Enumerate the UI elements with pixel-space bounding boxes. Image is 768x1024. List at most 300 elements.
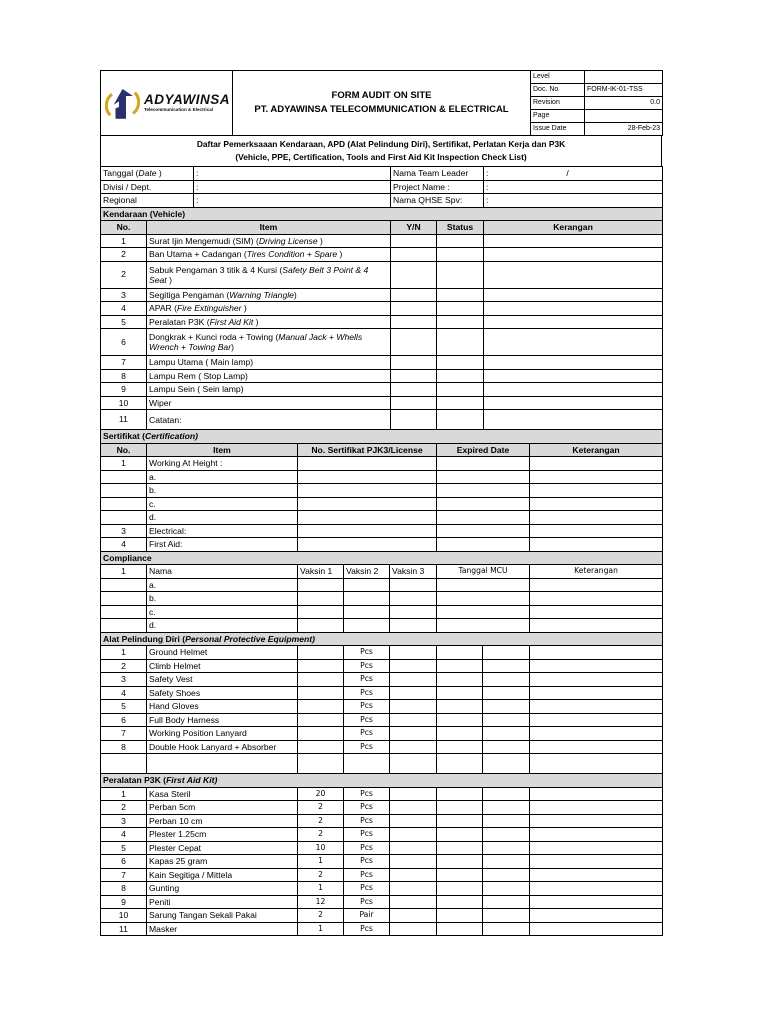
- row-no: 3: [101, 288, 147, 302]
- unit-cell: Pcs: [344, 740, 390, 754]
- expired-cell[interactable]: [437, 484, 530, 498]
- table-row: [101, 787, 663, 801]
- check-cell[interactable]: [483, 855, 530, 869]
- meta-label: Doc. No: [531, 84, 585, 97]
- check-cell[interactable]: [390, 922, 437, 936]
- cert-number-cell[interactable]: [298, 470, 437, 484]
- check-cell[interactable]: [483, 868, 530, 882]
- check-cell[interactable]: [437, 895, 483, 909]
- subtitle-line2: (Vehicle, PPE, Certification, Tools and First Aid Kit Inspection Check List): [235, 152, 527, 162]
- check-cell[interactable]: [437, 855, 483, 869]
- row-item: Lampu Rem ( Stop Lamp): [147, 369, 391, 383]
- yn-cell[interactable]: [391, 288, 437, 302]
- remarks-cell[interactable]: [530, 497, 663, 511]
- row-item: Plester Cepat: [147, 841, 298, 855]
- check-cell[interactable]: [530, 659, 663, 673]
- remarks-cell[interactable]: [484, 396, 663, 410]
- form-header: [100, 70, 663, 136]
- check-cell[interactable]: [483, 740, 530, 754]
- unit-cell: Pcs: [344, 814, 390, 828]
- row-no: 1: [101, 457, 147, 471]
- yn-cell[interactable]: [391, 383, 437, 397]
- check-cell[interactable]: [437, 868, 483, 882]
- row-item: Climb Helmet: [147, 659, 298, 673]
- regional-field[interactable]: :: [194, 194, 391, 208]
- check-cell[interactable]: [437, 814, 483, 828]
- compliance-cell[interactable]: [344, 578, 390, 592]
- qty-cell: 2: [298, 868, 344, 882]
- yn-cell[interactable]: [391, 315, 437, 329]
- status-cell[interactable]: [437, 369, 484, 383]
- unit-cell: Pcs: [344, 673, 390, 687]
- table-row: [101, 538, 663, 552]
- table-row: [101, 868, 663, 882]
- cert-number-cell[interactable]: [298, 484, 437, 498]
- vehicle-section: [100, 207, 663, 431]
- check-cell[interactable]: [390, 659, 437, 673]
- check-cell[interactable]: [437, 673, 483, 687]
- remarks-cell[interactable]: [530, 538, 663, 552]
- meta-label: Level: [531, 71, 585, 84]
- unit-cell: Pair: [344, 909, 390, 923]
- compliance-cell[interactable]: [437, 592, 530, 606]
- status-cell[interactable]: [437, 261, 484, 288]
- compliance-cell[interactable]: [298, 619, 344, 633]
- table-row: [101, 882, 663, 896]
- check-cell[interactable]: [530, 868, 663, 882]
- yn-cell[interactable]: [391, 369, 437, 383]
- check-cell[interactable]: [530, 922, 663, 936]
- unit-cell: Pcs: [344, 855, 390, 869]
- remarks-cell[interactable]: [484, 261, 663, 288]
- check-cell[interactable]: [530, 895, 663, 909]
- check-cell[interactable]: [530, 700, 663, 714]
- check-cell[interactable]: [437, 909, 483, 923]
- check-cell[interactable]: [390, 686, 437, 700]
- col-remarks: Keterangan: [530, 443, 663, 457]
- status-cell[interactable]: [437, 329, 484, 356]
- yn-cell[interactable]: [391, 410, 437, 430]
- unit-cell: Pcs: [344, 700, 390, 714]
- expired-cell[interactable]: [437, 497, 530, 511]
- form-title-line1: FORM AUDIT ON SITE: [331, 90, 432, 101]
- remarks-cell[interactable]: [484, 248, 663, 262]
- tanggal-field[interactable]: :: [194, 167, 391, 181]
- qty-cell: 2: [298, 814, 344, 828]
- remarks-cell[interactable]: [484, 234, 663, 248]
- check-cell[interactable]: [390, 700, 437, 714]
- qty-cell[interactable]: [298, 686, 344, 700]
- unit-cell: Pcs: [344, 727, 390, 741]
- compliance-cell[interactable]: [390, 578, 437, 592]
- table-row: [101, 700, 663, 714]
- row-item: b.: [147, 484, 298, 498]
- row-item: c.: [147, 605, 298, 619]
- check-cell[interactable]: [390, 787, 437, 801]
- row-no: 6: [101, 329, 147, 356]
- check-cell[interactable]: [390, 740, 437, 754]
- row-no: 1: [101, 787, 147, 801]
- table-row: [101, 288, 663, 302]
- check-cell[interactable]: [390, 646, 437, 660]
- remarks-cell[interactable]: [484, 329, 663, 356]
- expired-cell[interactable]: [437, 457, 530, 471]
- expired-cell[interactable]: [437, 524, 530, 538]
- check-cell[interactable]: [390, 895, 437, 909]
- status-cell[interactable]: [437, 315, 484, 329]
- qty-cell: 1: [298, 882, 344, 896]
- row-no: 4: [101, 302, 147, 316]
- remarks-cell[interactable]: [484, 288, 663, 302]
- compliance-cell[interactable]: [390, 592, 437, 606]
- meta-value-revision[interactable]: 0.0: [585, 97, 663, 110]
- unit-cell: Pcs: [344, 801, 390, 815]
- qty-cell[interactable]: [298, 700, 344, 714]
- check-cell[interactable]: [483, 882, 530, 896]
- col-status: Status: [437, 221, 484, 235]
- check-cell[interactable]: [530, 909, 663, 923]
- table-row: [101, 470, 663, 484]
- qty-cell[interactable]: [298, 659, 344, 673]
- table-row: [101, 369, 663, 383]
- row-item: Safety Vest: [147, 673, 298, 687]
- logo-text: ADYAWINSA: [143, 92, 230, 107]
- qhse-label: Nama QHSE Spv:: [391, 194, 484, 208]
- qty-cell[interactable]: [298, 673, 344, 687]
- unit-cell: Pcs: [344, 646, 390, 660]
- check-cell[interactable]: [390, 801, 437, 815]
- info-section: [100, 166, 663, 208]
- form-subtitle: [100, 135, 662, 167]
- yn-cell[interactable]: [391, 356, 437, 370]
- unit-cell: Pcs: [344, 922, 390, 936]
- check-cell[interactable]: [530, 882, 663, 896]
- check-cell[interactable]: [437, 841, 483, 855]
- yn-cell[interactable]: [391, 234, 437, 248]
- divisi-label: Divisi / Dept.: [101, 180, 194, 194]
- compliance-cell[interactable]: [298, 578, 344, 592]
- check-cell[interactable]: [437, 922, 483, 936]
- vehicle-section-title: Kendaraan (Vehicle): [101, 207, 663, 221]
- yn-cell[interactable]: [391, 329, 437, 356]
- table-row: [101, 828, 663, 842]
- yn-cell[interactable]: [391, 302, 437, 316]
- check-cell[interactable]: [530, 855, 663, 869]
- check-cell[interactable]: [390, 727, 437, 741]
- row-no: 8: [101, 740, 147, 754]
- col-expired: Expired Date: [437, 443, 530, 457]
- compliance-mcu: Tanggal MCU: [437, 565, 530, 579]
- remarks-cell[interactable]: [484, 315, 663, 329]
- col-remarks: Kerangan: [484, 221, 663, 235]
- row-no: 7: [101, 727, 147, 741]
- remarks-cell[interactable]: [484, 356, 663, 370]
- row-no: 6: [101, 713, 147, 727]
- table-row: [101, 383, 663, 397]
- check-cell[interactable]: [483, 686, 530, 700]
- compliance-no: 1: [101, 565, 147, 579]
- compliance-cell[interactable]: [390, 619, 437, 633]
- qty-cell: 1: [298, 922, 344, 936]
- table-row: [101, 410, 663, 430]
- row-item: Perban 10 cm: [147, 814, 298, 828]
- compliance-cell[interactable]: [437, 605, 530, 619]
- col-no: No.: [101, 443, 147, 457]
- remarks-cell[interactable]: [530, 524, 663, 538]
- cert-number-cell[interactable]: [298, 497, 437, 511]
- check-cell[interactable]: [483, 801, 530, 815]
- yn-cell[interactable]: [391, 396, 437, 410]
- compliance-vaksin3: Vaksin 3: [390, 565, 437, 579]
- check-cell[interactable]: [483, 922, 530, 936]
- status-cell[interactable]: [437, 410, 484, 430]
- row-no: 9: [101, 383, 147, 397]
- qty-cell: 20: [298, 787, 344, 801]
- check-cell[interactable]: [437, 727, 483, 741]
- ppe-section-title: Alat Pelindung Diri (Personal Protective Equipment): [101, 632, 663, 646]
- row-item: Perban 5cm: [147, 801, 298, 815]
- expired-cell[interactable]: [437, 538, 530, 552]
- check-cell[interactable]: [530, 828, 663, 842]
- qty-cell: 10: [298, 841, 344, 855]
- check-cell[interactable]: [483, 713, 530, 727]
- row-no: 9: [101, 895, 147, 909]
- row-no: 6: [101, 855, 147, 869]
- compliance-cell[interactable]: [344, 592, 390, 606]
- check-cell[interactable]: [483, 646, 530, 660]
- check-cell[interactable]: [437, 801, 483, 815]
- table-row: [101, 727, 663, 741]
- meta-value-doc-no[interactable]: FORM-IK-01-TSS: [585, 84, 663, 97]
- check-cell[interactable]: [390, 882, 437, 896]
- check-cell[interactable]: [483, 700, 530, 714]
- compliance-cell[interactable]: [437, 578, 530, 592]
- row-item: Kapas 25 gram: [147, 855, 298, 869]
- check-cell[interactable]: [483, 895, 530, 909]
- col-yn: Y/N: [391, 221, 437, 235]
- check-cell[interactable]: [390, 828, 437, 842]
- check-cell[interactable]: [437, 828, 483, 842]
- check-cell[interactable]: [483, 909, 530, 923]
- company-logo-icon: [105, 81, 140, 125]
- table-row: [101, 234, 663, 248]
- check-cell[interactable]: [530, 787, 663, 801]
- check-cell[interactable]: [390, 673, 437, 687]
- row-no: 2: [101, 248, 147, 262]
- expired-cell[interactable]: [437, 470, 530, 484]
- table-row: [101, 248, 663, 262]
- row-item: Full Body Harness: [147, 713, 298, 727]
- check-cell[interactable]: [530, 801, 663, 815]
- check-cell[interactable]: [390, 814, 437, 828]
- cert-number-cell[interactable]: [298, 511, 437, 525]
- divisi-field[interactable]: :: [194, 180, 391, 194]
- row-no: 5: [101, 841, 147, 855]
- row-item: Sarung Tangan Sekali Pakai: [147, 909, 298, 923]
- row-item: Segitiga Pengaman (Warning Triangle): [147, 288, 391, 302]
- remarks-cell[interactable]: [484, 410, 663, 430]
- expired-cell[interactable]: [437, 511, 530, 525]
- row-item: Catatan:: [147, 410, 391, 430]
- subtitle-line1: Daftar Pemerksaaan Kendaraan, APD (Alat Pelindung Diri), Sertifikat, Perlatan Kerja dan P3K: [196, 139, 566, 149]
- check-cell[interactable]: [390, 909, 437, 923]
- compliance-cell[interactable]: [344, 605, 390, 619]
- compliance-cell[interactable]: [437, 619, 530, 633]
- row-item: c.: [147, 497, 298, 511]
- qty-cell: 2: [298, 909, 344, 923]
- table-row: [101, 841, 663, 855]
- compliance-cell[interactable]: [344, 619, 390, 633]
- row-item: a.: [147, 470, 298, 484]
- qty-cell[interactable]: [298, 713, 344, 727]
- check-cell[interactable]: [483, 659, 530, 673]
- project-label: Project Name :: [391, 180, 484, 194]
- remarks-cell[interactable]: [484, 302, 663, 316]
- check-cell[interactable]: [437, 787, 483, 801]
- row-item: Ground Helmet: [147, 646, 298, 660]
- compliance-cell[interactable]: [298, 605, 344, 619]
- check-cell[interactable]: [530, 841, 663, 855]
- remarks-cell[interactable]: [530, 457, 663, 471]
- check-cell[interactable]: [530, 740, 663, 754]
- check-cell[interactable]: [483, 787, 530, 801]
- check-cell[interactable]: [437, 646, 483, 660]
- qty-cell[interactable]: [298, 727, 344, 741]
- row-item: Plester 1.25cm: [147, 828, 298, 842]
- check-cell[interactable]: [390, 868, 437, 882]
- status-cell[interactable]: [437, 248, 484, 262]
- check-cell[interactable]: [390, 713, 437, 727]
- audit-form-sheet: [100, 70, 662, 936]
- remarks-cell[interactable]: [530, 470, 663, 484]
- remarks-cell[interactable]: [484, 383, 663, 397]
- table-row: [101, 261, 663, 288]
- compliance-cell[interactable]: [390, 605, 437, 619]
- row-no: 8: [101, 882, 147, 896]
- col-item: Item: [147, 443, 298, 457]
- table-row: [101, 315, 663, 329]
- project-field[interactable]: :: [484, 180, 663, 194]
- row-no: 3: [101, 814, 147, 828]
- check-cell[interactable]: [483, 814, 530, 828]
- remarks-cell[interactable]: [530, 511, 663, 525]
- qty-cell[interactable]: [298, 740, 344, 754]
- check-cell[interactable]: [530, 646, 663, 660]
- table-row: [101, 497, 663, 511]
- status-cell[interactable]: [437, 356, 484, 370]
- compliance-cell[interactable]: [530, 592, 663, 606]
- check-cell[interactable]: [437, 713, 483, 727]
- compliance-cell[interactable]: [298, 592, 344, 606]
- compliance-cell[interactable]: [530, 619, 663, 633]
- yn-cell[interactable]: [391, 248, 437, 262]
- row-item: Masker: [147, 922, 298, 936]
- unit-cell: Pcs: [344, 841, 390, 855]
- compliance-vaksin1: Vaksin 1: [298, 565, 344, 579]
- check-cell[interactable]: [483, 841, 530, 855]
- qhse-field[interactable]: :: [484, 194, 663, 208]
- row-item: Wiper: [147, 396, 391, 410]
- cert-number-cell[interactable]: [298, 457, 437, 471]
- status-cell[interactable]: [437, 396, 484, 410]
- row-no: 2: [101, 659, 147, 673]
- table-row: [101, 329, 663, 356]
- check-cell[interactable]: [437, 882, 483, 896]
- remarks-cell[interactable]: [484, 369, 663, 383]
- check-cell[interactable]: [530, 686, 663, 700]
- row-no: 7: [101, 356, 147, 370]
- row-item: Safety Shoes: [147, 686, 298, 700]
- row-item: d.: [147, 619, 298, 633]
- check-cell[interactable]: [437, 659, 483, 673]
- status-cell[interactable]: [437, 383, 484, 397]
- qty-cell: 1: [298, 855, 344, 869]
- unit-cell: Pcs: [344, 882, 390, 896]
- row-item: Dongkrak + Kunci roda + Towing (Manual Jack + Whells Wrench + Towing Bar): [147, 329, 391, 356]
- compliance-section-title: Compliance: [101, 551, 663, 565]
- compliance-remarks: Keterangan: [530, 565, 663, 579]
- row-no: 3: [101, 673, 147, 687]
- table-row: [101, 713, 663, 727]
- compliance-nama: Nama: [147, 565, 298, 579]
- check-cell[interactable]: [390, 841, 437, 855]
- compliance-cell[interactable]: [530, 578, 663, 592]
- compliance-cell[interactable]: [530, 605, 663, 619]
- row-item: Hand Gloves: [147, 700, 298, 714]
- check-cell[interactable]: [390, 855, 437, 869]
- first-aid-section: [100, 773, 663, 936]
- certification-section: [100, 429, 663, 552]
- row-no: 4: [101, 538, 147, 552]
- check-cell[interactable]: [437, 740, 483, 754]
- meta-value-issue-date[interactable]: 28-Feb-23: [585, 123, 663, 136]
- check-cell[interactable]: [483, 727, 530, 741]
- unit-cell: Pcs: [344, 787, 390, 801]
- qty-cell: 2: [298, 801, 344, 815]
- table-row: [101, 801, 663, 815]
- cert-number-cell[interactable]: [298, 538, 437, 552]
- check-cell[interactable]: [530, 727, 663, 741]
- table-row: [101, 457, 663, 471]
- remarks-cell[interactable]: [530, 484, 663, 498]
- meta-value-page[interactable]: [585, 110, 663, 123]
- row-item: a.: [147, 578, 298, 592]
- ppe-section: [100, 632, 663, 775]
- check-cell[interactable]: [483, 673, 530, 687]
- cert-number-cell[interactable]: [298, 524, 437, 538]
- unit-cell: Pcs: [344, 828, 390, 842]
- yn-cell[interactable]: [391, 261, 437, 288]
- form-title-line2: PT. ADYAWINSA TELECOMMUNICATION & ELECTRICAL: [254, 104, 509, 115]
- check-cell[interactable]: [483, 828, 530, 842]
- meta-value[interactable]: [585, 71, 663, 84]
- team-leader-field[interactable]: : /: [484, 167, 663, 181]
- qty-cell[interactable]: [298, 646, 344, 660]
- status-cell[interactable]: [437, 302, 484, 316]
- row-no: [101, 497, 147, 511]
- qty-cell: 2: [298, 828, 344, 842]
- check-cell[interactable]: [530, 713, 663, 727]
- check-cell[interactable]: [530, 673, 663, 687]
- check-cell[interactable]: [437, 700, 483, 714]
- col-cert-number: No. Sertifikat PJK3/License: [298, 443, 437, 457]
- row-item: Kain Segitiga / Mittela: [147, 868, 298, 882]
- status-cell[interactable]: [437, 234, 484, 248]
- row-no: 10: [101, 396, 147, 410]
- check-cell[interactable]: [437, 686, 483, 700]
- status-cell[interactable]: [437, 288, 484, 302]
- check-cell[interactable]: [530, 814, 663, 828]
